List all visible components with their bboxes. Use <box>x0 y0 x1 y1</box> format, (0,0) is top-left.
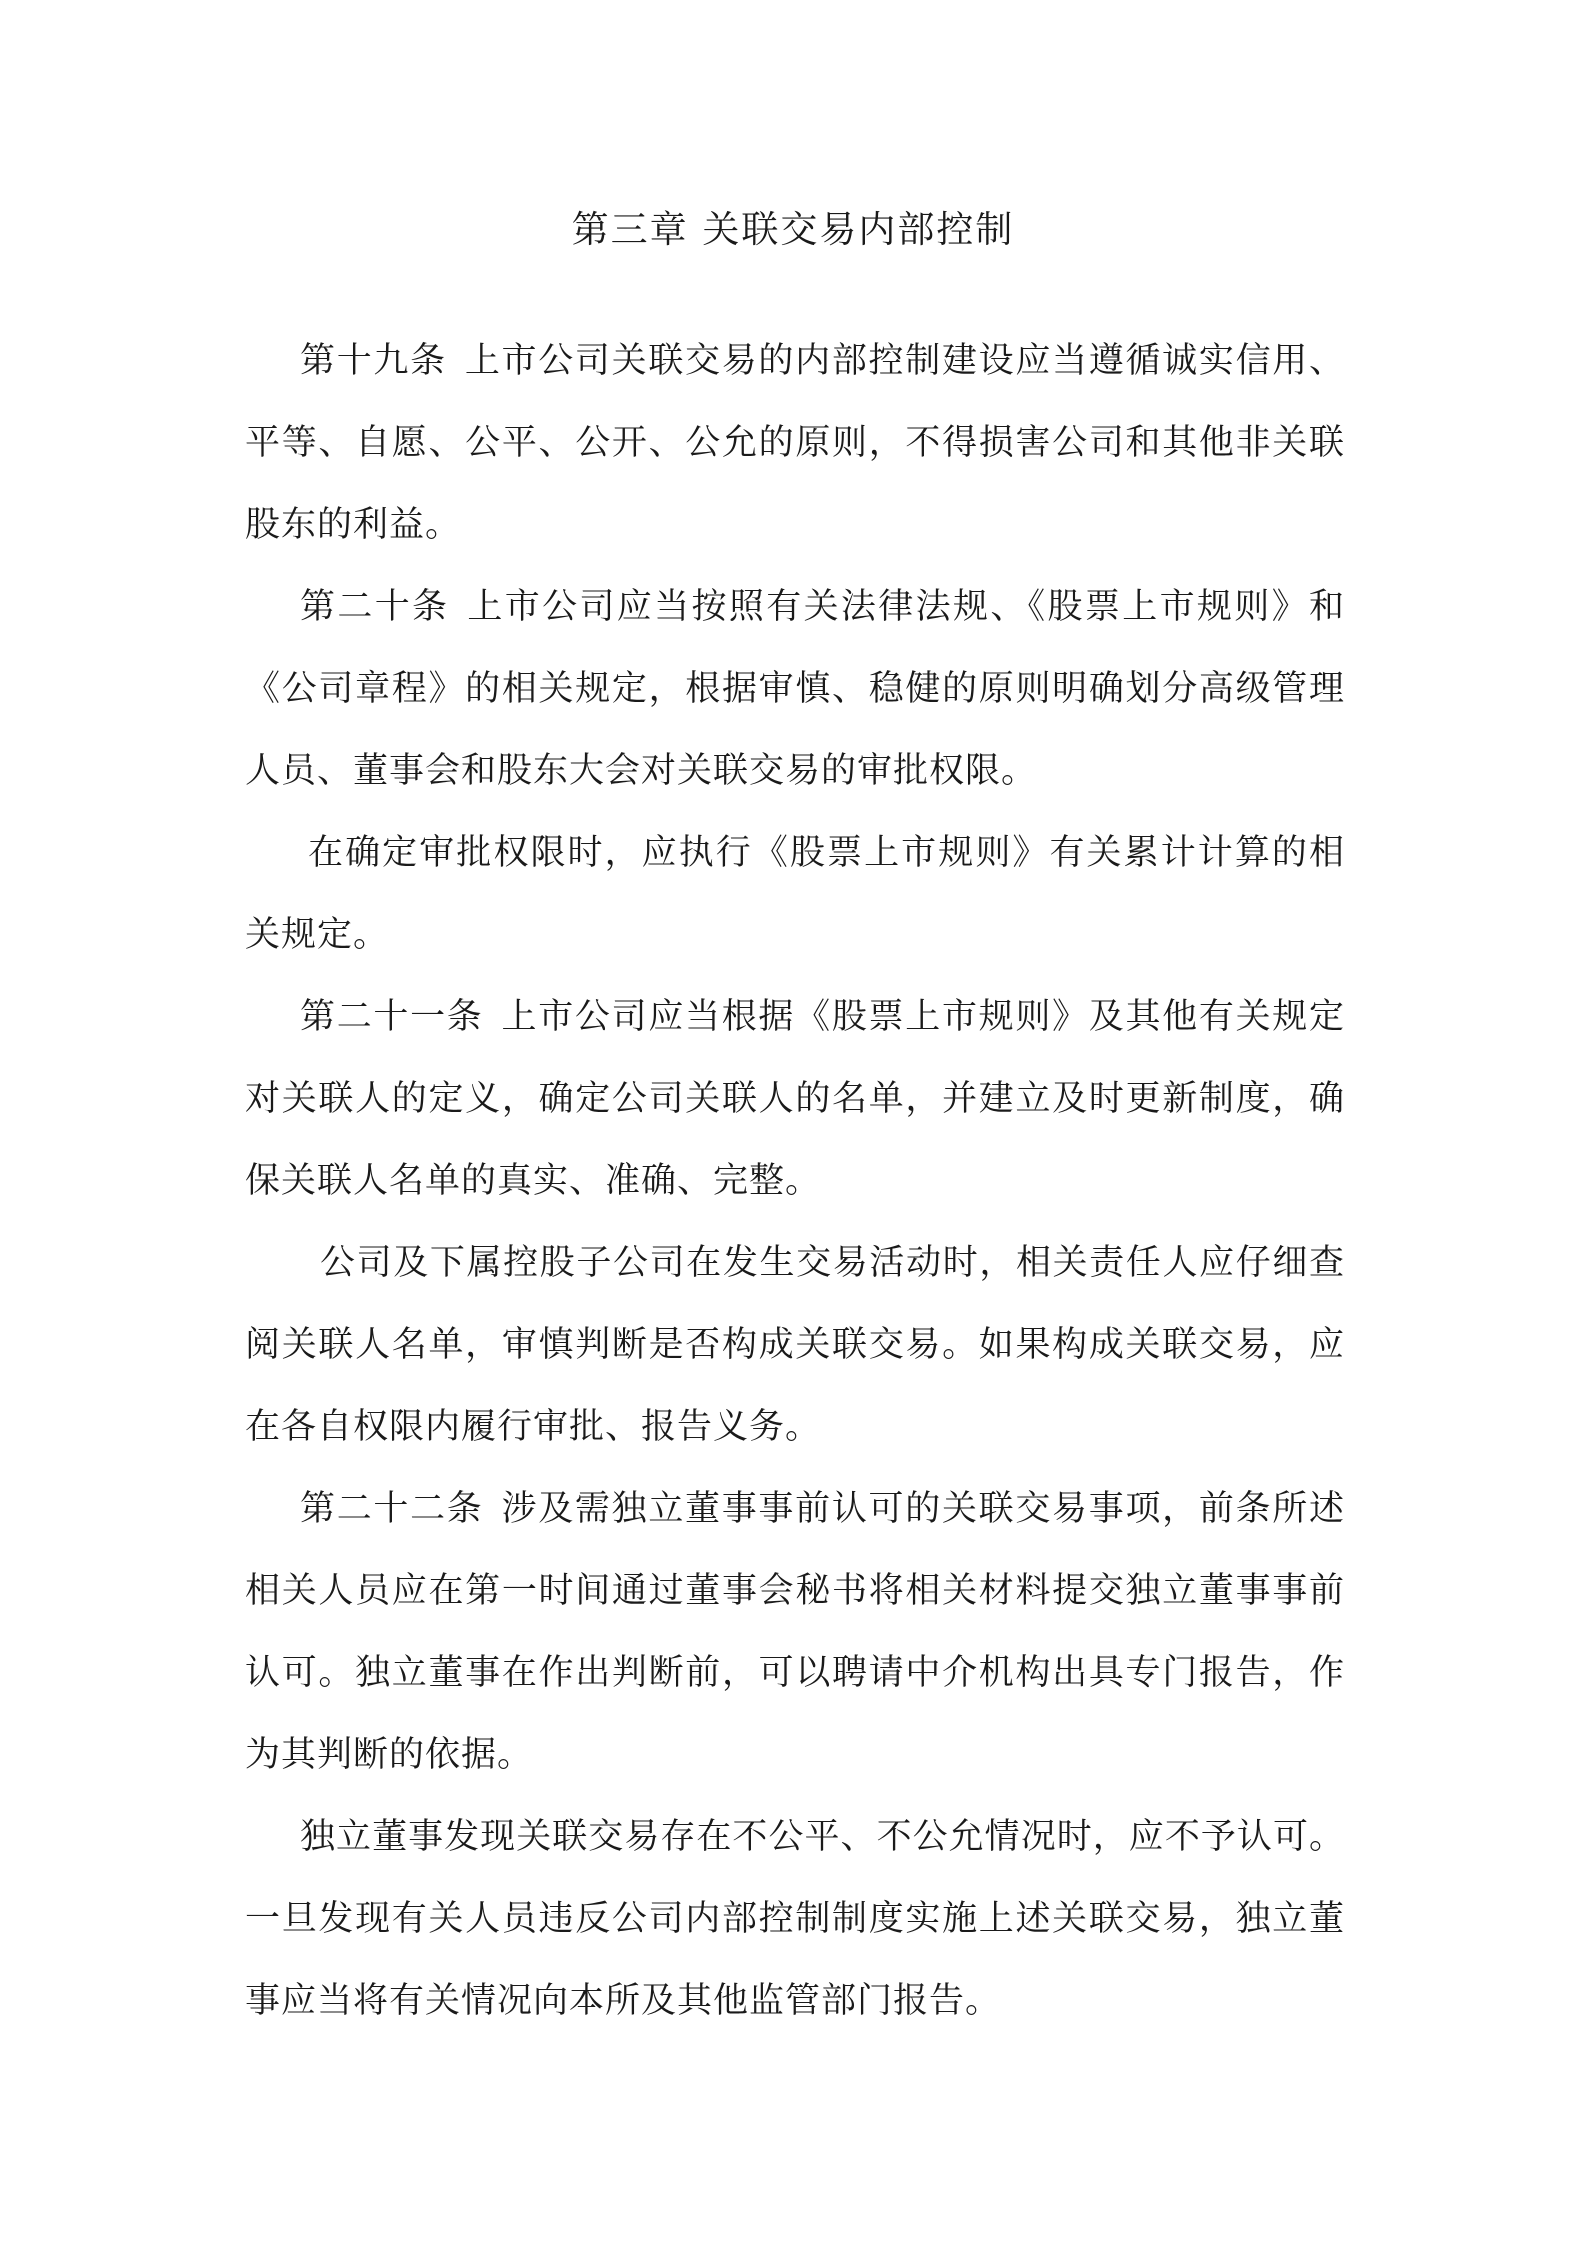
chapter-title: 第三章 关联交易内部控制 <box>571 208 1015 251</box>
paragraph-text: 涉及需独立董事事前认可的关联交易事项，前条所述相关人员应在第一时间通过董事会秘书将相关材料提交独立董事事前认可。独立董事在作出判断前，可以聘请中介机构出具专门报告，作为其判断的依据。 <box>245 1489 1345 1775</box>
article-21-subparagraph <box>245 1222 1345 1468</box>
article-number: 第十九条 <box>300 341 447 381</box>
article-number: 第二十条 <box>300 587 450 627</box>
document-body <box>245 320 1345 2042</box>
article-number: 第二十一条 <box>300 997 484 1037</box>
article-21-paragraph <box>245 976 1345 1222</box>
article-20-subparagraph <box>245 812 1345 976</box>
paragraph-text: 独立董事发现关联交易存在不公平、不公允情况时，应不予认可。一旦发现有关人员违反公司内部控制制度实施上述关联交易，独立董事应当将有关情况向本所及其他监管部门报告。 <box>245 1817 1345 2021</box>
article-22-subparagraph <box>245 1796 1345 2042</box>
paragraph-text: 上市公司应当根据《股票上市规则》及其他有关规定对关联人的定义，确定公司关联人的名单，并建立及时更新制度，确保关联人名单的真实、准确、完整。 <box>245 997 1345 1201</box>
paragraph-text: 上市公司应当按照有关法律法规、《股票上市规则》和《公司章程》的相关规定，根据审慎、稳健的原则明确划分高级管理人员、董事会和股东大会对关联交易的审批权限。 <box>245 587 1345 791</box>
article-19-paragraph <box>245 320 1345 566</box>
article-20-paragraph <box>245 566 1345 812</box>
paragraph-text: 在确定审批权限时，应执行《股票上市规则》有关累计计算的相关规定。 <box>245 833 1345 955</box>
paragraph-text: 公司及下属控股子公司在发生交易活动时，相关责任人应仔细查阅关联人名单，审慎判断是否构成关联交易。如果构成关联交易，应在各自权限内履行审批、报告义务。 <box>245 1243 1345 1447</box>
paragraph-text: 上市公司关联交易的内部控制建设应当遵循诚实信用、平等、自愿、公平、公开、公允的原则，不得损害公司和其他非关联股东的利益。 <box>245 341 1345 545</box>
article-number: 第二十二条 <box>300 1489 484 1529</box>
article-22-paragraph <box>245 1468 1345 1796</box>
